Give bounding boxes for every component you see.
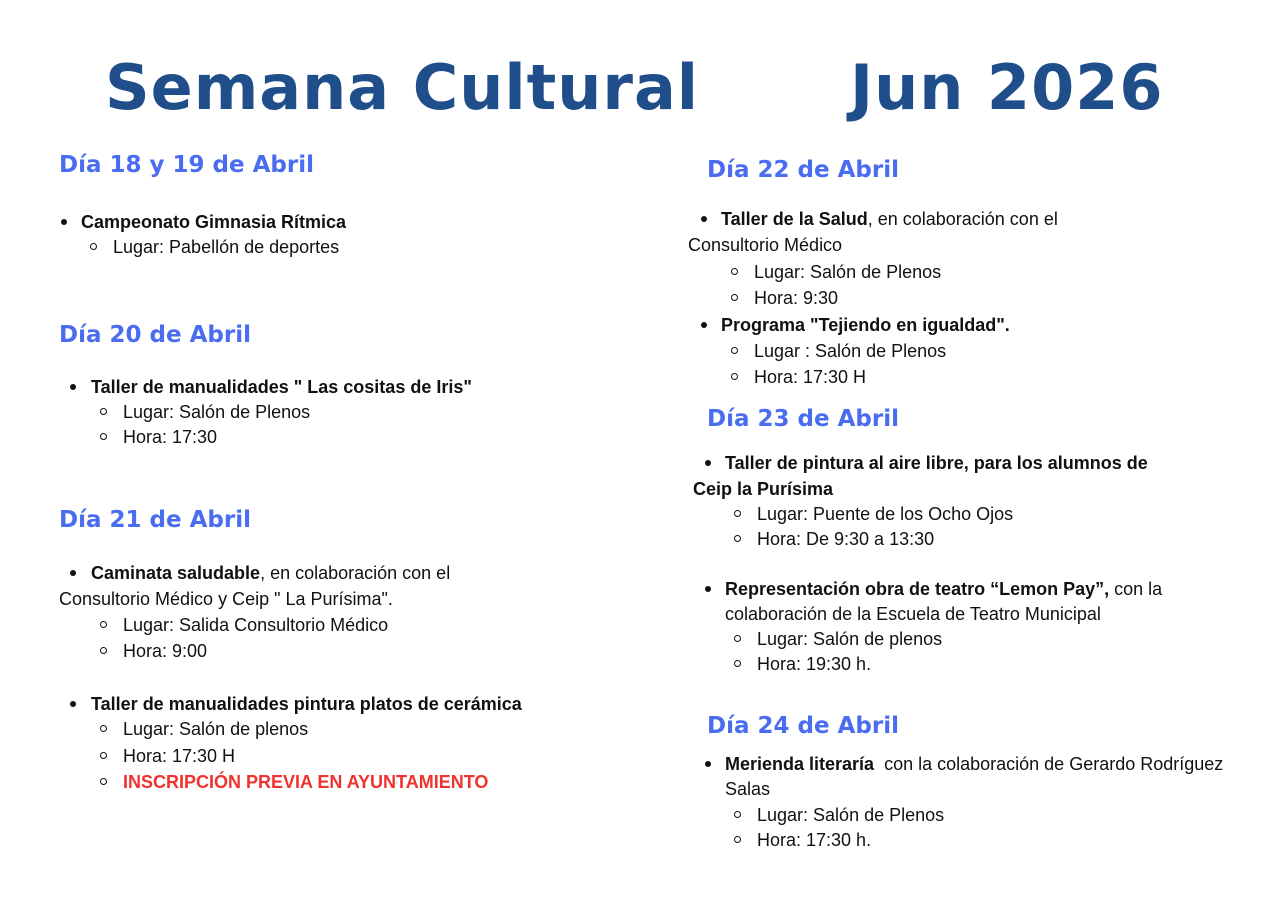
event-time: Hora: 19:30 h. <box>757 654 872 674</box>
sub-bullet-icon <box>731 373 738 380</box>
event-time: Hora: De 9:30 a 13:30 <box>757 529 935 549</box>
page-title: Semana Cultural <box>105 51 700 124</box>
event-time: Hora: 9:30 <box>754 288 839 308</box>
sub-bullet-icon <box>100 725 107 732</box>
event-title-cont: Ceip la Purísima <box>693 479 834 499</box>
sub-bullet-icon <box>734 836 741 843</box>
day-heading: Día 20 de Abril <box>59 322 251 348</box>
bullet-icon <box>701 322 707 328</box>
event-desc-cont: Consultorio Médico <box>688 235 843 255</box>
sub-bullet-icon <box>731 347 738 354</box>
bullet-icon <box>70 384 76 390</box>
sub-bullet-icon <box>100 408 107 415</box>
event-title-line <box>91 561 450 585</box>
sub-bullet-icon <box>100 621 107 628</box>
event-title: Taller de manualidades pintura platos de cerámica <box>91 694 522 714</box>
event-place: Lugar : Salón de Plenos <box>754 341 947 361</box>
sub-bullet-icon <box>90 243 97 250</box>
day-heading: Día 18 y 19 de Abril <box>59 152 314 178</box>
bullet-icon <box>705 460 711 466</box>
page-date: Jun 2026 <box>850 51 1164 124</box>
sub-bullet-icon <box>734 660 741 667</box>
event-title: Merienda literaría <box>725 754 875 774</box>
registration-note: INSCRIPCIÓN PREVIA EN AYUNTAMIENTO <box>123 772 489 792</box>
sub-bullet-icon <box>734 811 741 818</box>
event-title: Taller de manualidades " Las cositas de Iris" <box>91 377 472 397</box>
event-place: Lugar: Pabellón de deportes <box>113 237 340 257</box>
event-place: Lugar: Salón de Plenos <box>757 805 945 825</box>
sub-bullet-icon <box>734 535 741 542</box>
bullet-icon <box>61 219 67 225</box>
event-time: Hora: 17:30 <box>123 427 218 447</box>
event-place: Lugar: Salón de Plenos <box>123 402 311 422</box>
sub-bullet-icon <box>100 647 107 654</box>
bullet-icon <box>70 701 76 707</box>
sub-bullet-icon <box>731 268 738 275</box>
event-desc-cont: Consultorio Médico y Ceip " La Purísima". <box>59 589 393 609</box>
sub-bullet-icon <box>100 433 107 440</box>
bullet-icon <box>705 761 711 767</box>
sub-bullet-icon <box>734 510 741 517</box>
event-title: Taller de la Salud <box>721 209 868 229</box>
event-place: Lugar: Puente de los Ocho Ojos <box>757 504 1014 524</box>
event-time: Hora: 17:30 H <box>123 746 236 766</box>
sub-bullet-icon <box>100 752 107 759</box>
event-time: Hora: 17:30 H <box>754 367 867 387</box>
day-heading: Día 23 de Abril <box>707 406 899 432</box>
bullet-icon <box>701 216 707 222</box>
event-title-line <box>725 577 1162 601</box>
event-desc: con la <box>1109 579 1163 599</box>
event-title-line <box>721 207 1058 231</box>
event-title: Caminata saludable <box>91 563 261 583</box>
event-place: Lugar: Salón de plenos <box>123 719 309 739</box>
event-desc: , en colaboración con el <box>260 563 451 583</box>
sub-bullet-icon <box>731 294 738 301</box>
sub-bullet-icon <box>100 778 107 785</box>
event-place: Lugar: Salón de Plenos <box>754 262 942 282</box>
event-title-line <box>725 752 1223 776</box>
bullet-icon <box>70 570 76 576</box>
event-desc-cont: colaboración de la Escuela de Teatro Municipal <box>725 604 1101 624</box>
event-place: Lugar: Salón de plenos <box>757 629 943 649</box>
day-heading: Día 24 de Abril <box>707 713 899 739</box>
event-desc-cont: Salas <box>725 779 771 799</box>
event-title: Taller de pintura al aire libre, para los alumnos de <box>725 453 1148 473</box>
event-place: Lugar: Salida Consultorio Médico <box>123 615 389 635</box>
day-heading: Día 22 de Abril <box>707 157 899 183</box>
event-desc: con la colaboración de Gerardo Rodríguez <box>874 754 1224 774</box>
event-desc: , en colaboración con el <box>867 209 1058 229</box>
event-title: Representación obra de teatro “Lemon Pay”, <box>725 579 1110 599</box>
event-title: Campeonato Gimnasia Rítmica <box>81 212 347 232</box>
event-time: Hora: 9:00 <box>123 641 208 661</box>
event-time: Hora: 17:30 h. <box>757 830 872 850</box>
bullet-icon <box>705 586 711 592</box>
event-title: Programa "Tejiendo en igualdad". <box>721 315 1010 335</box>
sub-bullet-icon <box>734 635 741 642</box>
day-heading: Día 21 de Abril <box>59 507 251 533</box>
